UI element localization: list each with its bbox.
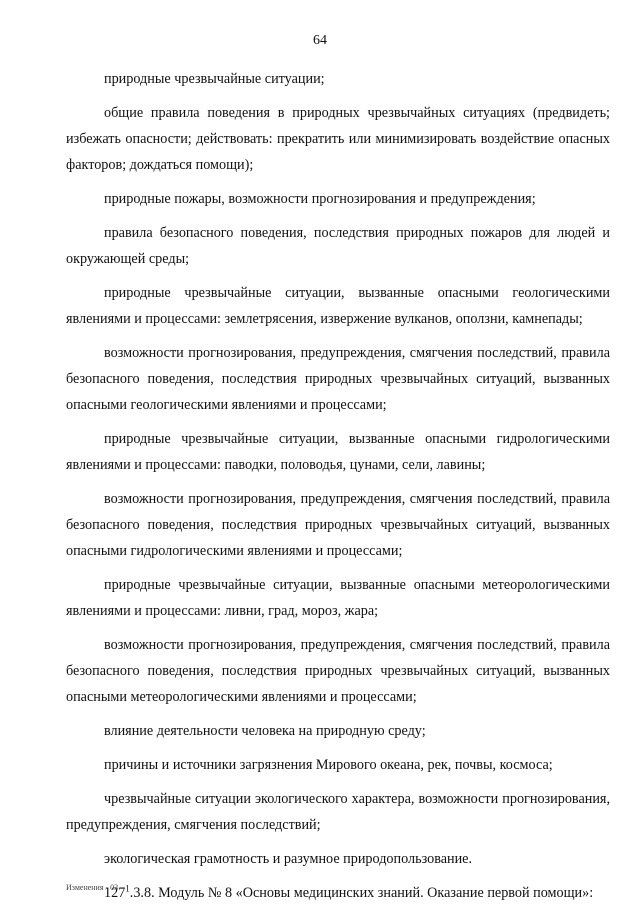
paragraph: чрезвычайные ситуации экологического характера, возможности прогнозирования, предупреждения, смягчения последствий; [66,791,610,833]
document-body [66,66,610,906]
paragraph: природные пожары, возможности прогнозирования и предупреждения; [104,191,536,207]
paragraph: природные чрезвычайные ситуации, вызванные опасными метеорологическими явлениями и процессами: ливни, град, мороз, жара; [66,577,610,619]
paragraph: природные чрезвычайные ситуации; [104,71,325,87]
page-footer: Изменения - 03 [66,883,119,892]
paragraph: возможности прогнозирования, предупреждения, смягчения последствий, правила безопасного поведения, последствия природных чрезвычайных ситуаций, вызванных опасными геологическими явлениями и процессами; [66,345,610,413]
page-number: 64 [313,33,327,48]
paragraph: возможности прогнозирования, предупреждения, смягчения последствий, правила безопасного поведения, последствия природных чрезвычайных ситуаций, вызванных опасными метеорологическими явлениями и процессами; [66,637,610,705]
section-title: .3.8. Модуль № 8 «Основы медицинских знаний. Оказание первой помощи»: [129,885,594,901]
paragraph: природные чрезвычайные ситуации, вызванные опасными геологическими явлениями и процессами: землетрясения, извержение вулканов, оползни, камнепады; [66,285,610,327]
section-number: 127 [104,885,126,901]
paragraph: причины и источники загрязнения Мирового океана, рек, почвы, космоса; [104,757,553,773]
paragraph: влияние деятельности человека на природную среду; [104,723,426,739]
paragraph: возможности прогнозирования, предупреждения, смягчения последствий, правила безопасного поведения, последствия природных чрезвычайных ситуаций, вызванных опасными гидрологическими явлениями и процессами; [66,491,610,559]
paragraph: экологическая грамотность и разумное природопользование. [104,851,473,867]
paragraph: общие правила поведения в природных чрезвычайных ситуациях (предвидеть; избежать опасности; действовать: прекратить или минимизировать воздействие опасных факторов; дождаться помощи); [66,105,610,173]
paragraph: природные чрезвычайные ситуации, вызванные опасными гидрологическими явлениями и процессами: паводки, половодья, цунами, сели, лавины; [66,431,610,473]
section-heading [66,880,610,906]
paragraph: правила безопасного поведения, последствия природных пожаров для людей и окружающей среды; [66,225,610,267]
section-number-superscript: 1 [125,883,130,894]
